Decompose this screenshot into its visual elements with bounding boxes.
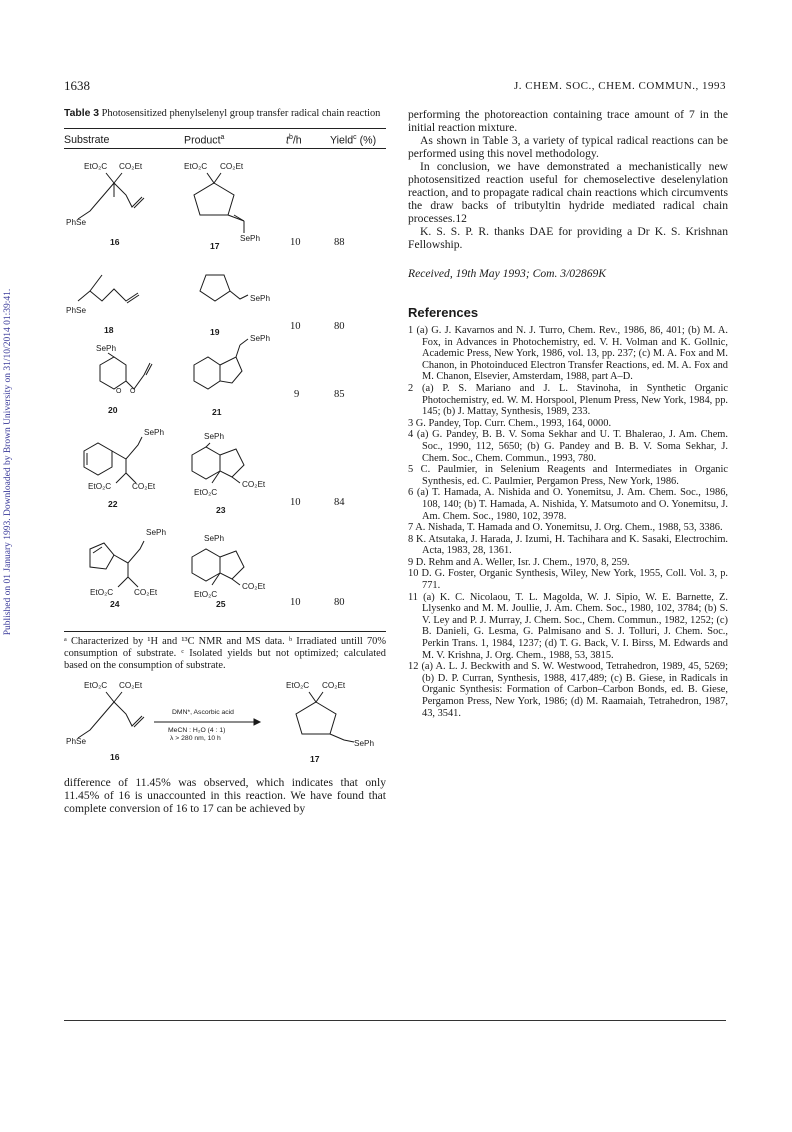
reaction-scheme <box>64 676 386 776</box>
compound-21-label: 21 <box>212 407 222 417</box>
reference-item: 2 (a) P. S. Mariano and J. L. Stavinoha, in Synthetic Organic Photochemistry, ed. W. M. Horspool, Plenum Press, New York, 1984, pp. 145; (b) J. Mattay, Synthesis, 1989, 233. <box>408 382 728 418</box>
reference-item: 3 G. Pandey, Top. Curr. Chem., 1993, 164, 0000. <box>408 417 612 429</box>
label-eto2c-25: EtO₂C <box>194 590 218 599</box>
compound-25-label: 25 <box>216 599 226 607</box>
yield-row-5: 80 <box>334 597 345 608</box>
label-seph-23: SePh <box>204 432 225 441</box>
reference-item: 1 (a) G. J. Kavarnos and N. J. Turro, Chem. Rev., 1986, 86, 401; (b) M. A. Fox, in Advances in Photochemistry, ed. V. H. Volman and K. Gollnic, Academic Press, New York, 1986, vol. 13, pp. 237; (c) M. A. Fox and M. Chanon, in Photoinduced Electron Transfer Reactions, ed. M. A. Fox and M. Chanon, Elsevier, Amsterdam, 1988, part A–D. <box>408 325 728 383</box>
col-time-unit: /h <box>292 134 302 147</box>
journal-header: J. CHEM. SOC., CHEM. COMMUN., 1993 <box>514 80 726 92</box>
time-row-3: 9 <box>294 389 300 400</box>
label-eto2c-23: EtO₂C <box>194 488 218 497</box>
yield-row-3: 85 <box>334 389 345 400</box>
col-product-sup: a <box>220 134 225 141</box>
yield-row-2: 80 <box>334 321 345 332</box>
paragraph-3: In conclusion, we have demonstrated a mechanistically new photosensitized reaction useful for chemoselective deselenylation reaction, and to propagate radical chain reactions which circumvents the draw backs of tributyltin hydride mediated radical chain processes.12 <box>408 160 728 225</box>
structure-24 <box>90 528 166 597</box>
svg-text:O: O <box>130 388 136 395</box>
compound-16-label: 16 <box>110 237 120 247</box>
label-seph-21: SePh <box>250 334 271 343</box>
label-seph-25: SePh <box>204 534 225 543</box>
acknowledgement: K. S. S. P. R. thanks DAE for providing a Dr K. S. Krishnan Fellowship. <box>408 225 728 251</box>
structure-16 <box>66 162 144 247</box>
left-column <box>64 108 386 815</box>
scheme-reagent-3: λ > 280 nm, 10 h <box>170 735 221 742</box>
compound-20-label: 20 <box>108 405 118 415</box>
scheme-eto2c-right: EtO₂C <box>286 681 310 690</box>
col-product-text: Product <box>184 134 221 147</box>
col-substrate: Substrate <box>64 134 110 146</box>
compound-18-label: 18 <box>104 325 114 335</box>
col-yield-text: Yield <box>330 134 354 147</box>
reference-item: 10 D. G. Foster, Organic Synthesis, Wiley, New York, 1955, Coll. Vol. 3, p. 771. <box>408 568 728 592</box>
col-yield-unit: (%) <box>356 134 377 147</box>
label-co2et-17: CO₂Et <box>220 162 244 171</box>
label-seph-22: SePh <box>144 428 165 437</box>
label-co2et-23: CO₂Et <box>242 480 266 489</box>
table-body <box>64 149 386 607</box>
col-product <box>184 134 224 147</box>
structure-25 <box>192 534 266 599</box>
label-seph-24: SePh <box>146 528 167 537</box>
structure-20 <box>96 344 152 415</box>
table-footnote: ᵃ Characterized by ¹H and ¹³C NMR and MS data. ᵇ Irradiated untill 70% consumption of substrate. ᶜ Isolated yields but not optimized; calculated based on the consumption of substrate. <box>64 636 386 671</box>
scheme-eto2c-left: EtO₂C <box>84 681 108 690</box>
compound-17-label: 17 <box>210 241 220 251</box>
paragraph-2: As shown in Table 3, a variety of typical radical reactions can be performed using this novel methodology. <box>408 134 728 160</box>
compound-23-label: 23 <box>216 505 226 515</box>
label-eto2c-16: EtO₂C <box>84 162 108 171</box>
label-co2et-16: CO₂Et <box>119 162 143 171</box>
reference-item: 8 K. Atsutaka, J. Harada, J. Izumi, H. Tachihara and K. Sasaki, Electrochim. Acta, 1983, 28, 1361. <box>408 533 728 557</box>
svg-text:O: O <box>116 388 122 395</box>
label-seph-20: SePh <box>96 344 117 353</box>
label-eto2c-17: EtO₂C <box>184 162 208 171</box>
received-date: Received, 19th May 1993; Com. 3/02869K <box>408 267 607 280</box>
time-row-4: 10 <box>290 497 301 508</box>
time-row-1: 10 <box>290 237 301 248</box>
table-caption-label: Table 3 <box>64 108 100 119</box>
reaction-scheme-drawing <box>64 676 386 776</box>
compound-22-label: 22 <box>108 499 118 509</box>
structure-19 <box>200 275 270 337</box>
scheme-phse: PhSe <box>66 737 87 746</box>
reference-item: 9 D. Rehm and A. Weller, Isr. J. Chem., 1970, 8, 259. <box>408 556 630 568</box>
reference-item: 11 (a) K. C. Nicolaou, T. L. Magolda, W. J. Sipio, W. E. Barnette, Z. Llysenko and M. M. Joullie, J. Am. Chem. Soc., 1980, 102, 3784; (b) S. V. Ley and P. J. Murray, J. Chem. Soc., Chem. Commun., 1982, 1252; (c) B. Danieli, G. Lesma, G. Palmisano and S. J. Tolluri, J. Chem. Soc., Perkin Trans. 1, 1984, 1237; (d) T. G. Back, V. I. Birss, M. Edwards and M. V. Krishna, J. Org. Chem., 1988, 53, 3815. <box>408 591 728 661</box>
label-seph-19: SePh <box>250 294 271 303</box>
structure-21 <box>194 334 270 417</box>
time-row-5: 10 <box>290 597 301 608</box>
structure-17 <box>184 162 260 251</box>
page-number: 1638 <box>64 78 90 93</box>
label-seph-17: SePh <box>240 234 261 243</box>
label-eto2c-24: EtO₂C <box>90 588 114 597</box>
right-column <box>408 108 728 719</box>
reference-item: 7 A. Nishada, T. Hamada and O. Yonemitsu, J. Org. Chem., 1988, 53, 3386. <box>408 522 723 534</box>
reference-item: 5 C. Paulmier, in Selenium Reagents and Intermediates in Organic Synthesis, ed. C. Paulmier, Pergamon Press, New York, 1986. <box>408 464 728 487</box>
structure-18 <box>66 275 139 335</box>
download-watermark-text: Published on 01 January 1993. Downloaded by Brown University on 31/10/2014 01:39:41. <box>3 288 13 636</box>
references-heading: References <box>408 305 479 320</box>
col-time-sup: b <box>288 134 293 141</box>
table-bottom-rule <box>64 631 386 632</box>
col-yield <box>330 134 376 147</box>
yield-row-4: 84 <box>334 497 345 508</box>
col-time <box>286 134 302 147</box>
download-watermark <box>0 262 16 662</box>
scheme-co2et-right: CO₂Et <box>322 681 346 690</box>
structure-22 <box>84 428 164 509</box>
structure-23 <box>192 432 266 515</box>
table-structures <box>64 149 386 607</box>
label-co2et-22: CO₂Et <box>132 482 156 491</box>
label-co2et-25: CO₂Et <box>242 582 266 591</box>
time-row-2: 10 <box>290 321 301 332</box>
scheme-compound-17: 17 <box>310 754 320 764</box>
scheme-seph-right: SePh <box>354 739 375 748</box>
compound-24-label: 24 <box>110 599 120 607</box>
label-eto2c-22: EtO₂C <box>88 482 112 491</box>
scheme-reagent-1: DMN*, Ascorbic acid <box>172 709 234 716</box>
table-top-rule <box>64 128 386 129</box>
compound-19-label: 19 <box>210 327 220 337</box>
label-co2et-24: CO₂Et <box>134 588 158 597</box>
table-caption-text: Photosensitized phenylselenyl group transfer radical chain reaction <box>101 108 381 119</box>
scheme-reagent-2: MeCN : H₂O (4 : 1) <box>168 727 226 734</box>
paragraph-1: performing the photoreaction containing trace amount of 7 in the initial reaction mixture. <box>408 108 728 134</box>
page-bottom-rule <box>64 1020 726 1021</box>
col-yield-sup: c <box>353 134 357 141</box>
yield-row-1: 88 <box>334 237 345 248</box>
references-list <box>408 325 728 719</box>
table-header <box>64 132 386 148</box>
label-phse-18: PhSe <box>66 306 87 315</box>
left-body-text: difference of 11.45% was observed, which indicates that only 11.45% of 16 is unaccounted in this reaction. We have found that complete conversion of 16 to 17 can be achieved by <box>64 776 386 815</box>
reference-item: 4 (a) G. Pandey, B. B. V. Soma Sekhar and U. T. Bhalerao, J. Am. Chem. Soc., 1990, 112, 5650; (b) G. Pandey and B. B. V. Soma Sekhar, J. Chem. Soc., Chem. Commun., 1993, 780. <box>408 429 728 464</box>
col-time-sym: t <box>286 134 289 147</box>
scheme-compound-16: 16 <box>110 752 120 762</box>
label-phse-16: PhSe <box>66 218 87 227</box>
table-caption <box>64 108 386 120</box>
reference-item: 6 (a) T. Hamada, A. Nishida and O. Yonemitsu, J. Am. Chem. Soc., 1986, 108, 140; (b) T. Hamada, A. Nishida, Y. Matsumoto and O. Yonemitsu, J. Am. Chem. Soc., 1980, 102, 3978. <box>408 487 728 522</box>
reference-item: 12 (a) A. L. J. Beckwith and S. W. Westwood, Tetrahedron, 1989, 45, 5269; (b) D. P. Curran, Synthesis, 1988, 417,489; (c) B. Giese, in Radicals in Organic Synthesis: Formation of Carbon–Carbon Bonds, ed. B. Giese, Pergamon Press, New York, 1986; (d) M. Raamaiah, Tetrahedron, 1987, 43, 3541. <box>408 661 728 719</box>
scheme-co2et-left: CO₂Et <box>119 681 143 690</box>
